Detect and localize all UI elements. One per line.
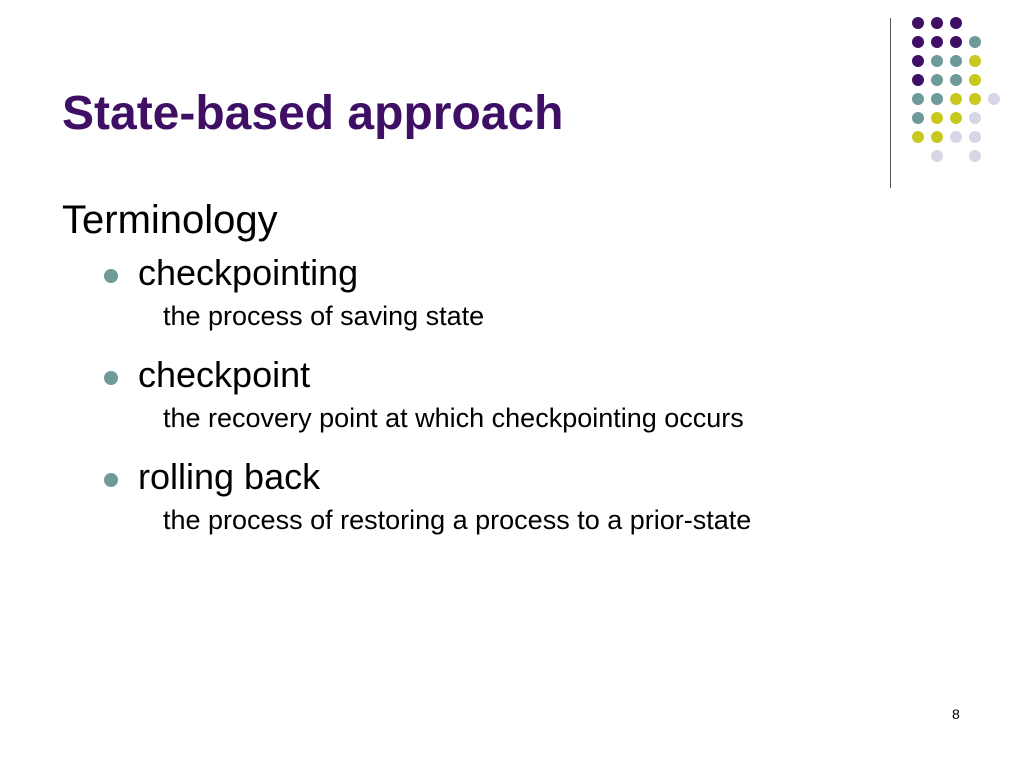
decorative-dot [969, 74, 981, 86]
decorative-dot [969, 131, 981, 143]
decorative-dot [912, 131, 924, 143]
decorative-dot [969, 112, 981, 124]
decorative-dot [988, 93, 1000, 105]
decorative-dot [931, 17, 943, 29]
decorative-dot [950, 131, 962, 143]
decorative-dot [912, 36, 924, 48]
term-label: checkpointing [138, 252, 359, 293]
vertical-divider [890, 18, 891, 188]
term-definition: the recovery point at which checkpointing occurs [163, 403, 744, 434]
decorative-dot [931, 150, 943, 162]
decorative-dot [912, 74, 924, 86]
decorative-dot [950, 17, 962, 29]
decorative-dot [950, 74, 962, 86]
bullet-icon [104, 371, 118, 385]
list-item [62, 456, 962, 537]
term-label: checkpoint [138, 353, 311, 395]
decorative-dot [912, 93, 924, 105]
decorative-dot [950, 112, 962, 124]
decorative-dot [931, 55, 943, 67]
decorative-dot [912, 112, 924, 124]
decorative-dot [931, 36, 943, 48]
slide-title: State-based approach [62, 87, 564, 140]
section-heading: Terminology [62, 198, 278, 242]
bullet-icon [104, 473, 118, 487]
decorative-dot [931, 112, 943, 124]
bullet-icon [104, 269, 118, 283]
decorative-dot [950, 36, 962, 48]
term-label: rolling back [138, 455, 321, 497]
decorative-dot [931, 131, 943, 143]
decorative-dot [969, 36, 981, 48]
list-item [62, 252, 962, 333]
page-number: 8 [952, 706, 960, 722]
list-item [62, 354, 962, 435]
decorative-dot [912, 55, 924, 67]
term-definition: the process of restoring a process to a prior-state [163, 504, 752, 535]
decorative-dot [950, 93, 962, 105]
term-definition: the process of saving state [163, 301, 485, 332]
decorative-dot [931, 74, 943, 86]
decorative-dot [969, 150, 981, 162]
decorative-dot [931, 93, 943, 105]
decorative-dot [969, 55, 981, 67]
decorative-dot [912, 17, 924, 29]
decorative-dot [950, 55, 962, 67]
slide-body [62, 198, 962, 557]
decorative-dot [969, 93, 981, 105]
